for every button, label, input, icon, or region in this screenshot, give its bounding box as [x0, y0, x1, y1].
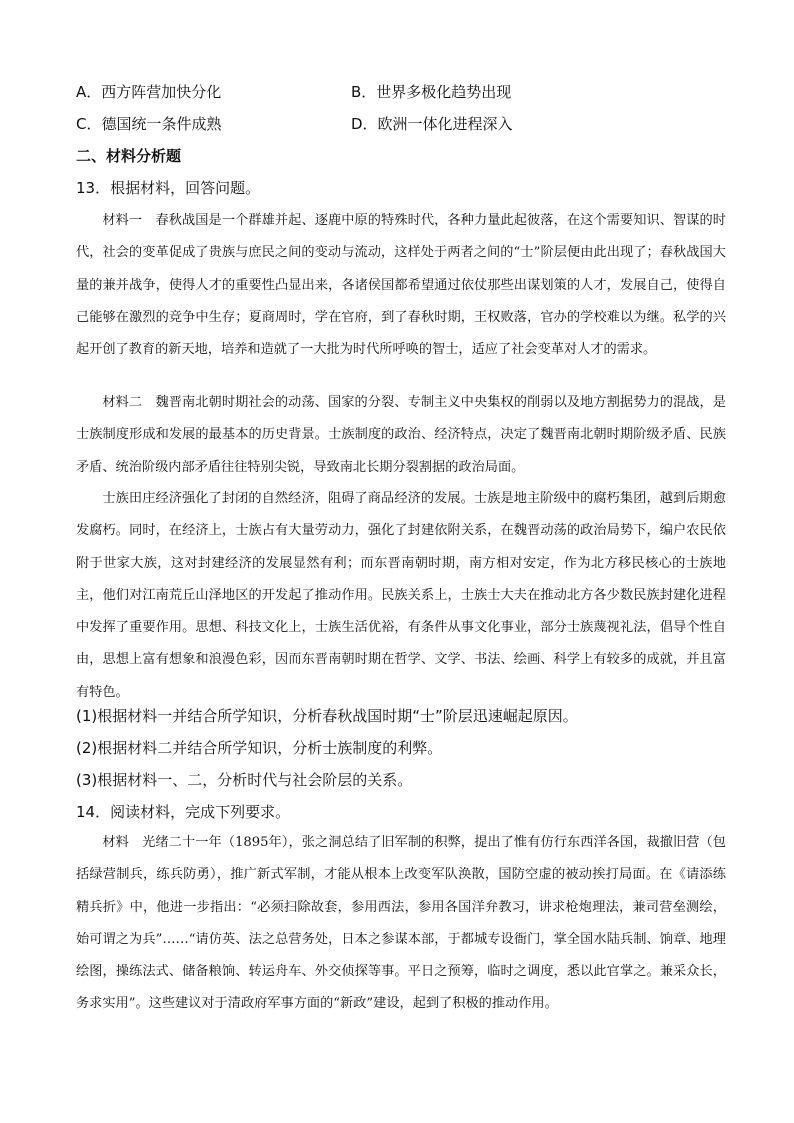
- question-13-material-2-continued: 士族田庄经济强化了封闭的自然经济，阻碍了商品经济的发展。士族是地主阶级中的腐朽集团，越到后期愈发腐朽。同时，在经济上，士族占有大量劳动力，强化了封建依附关系，在魏晋动荡的政治局势下，编户农民依附于世家大族，这对封建经济的发展显然有利；而东晋南朝时期，南方相对安定，作为北方移民核心的士族地主，他们对江南荒丘山泽地区的开发起了推动作用。民族关系上，士族士大夫在推动北方各少数民族封建化进程中发挥了重要作用。思想、科技文化上，士族生活优裕，有条件从事文化事业，部分士族蔑视礼法，倡导个性自由，思想上富有想象和浪漫色彩，因而东晋南朝时期在哲学、文学、书法、绘画、科学上有较多的成就，并且富有特色。: [76, 491, 726, 700]
- option-c[interactable]: C．德国统一条件成熟: [76, 115, 222, 133]
- question-13-material-1: 材料一 春秋战国是一个群雄并起、逐鹿中原的特殊时代，各种力量此起彼落，在这个需要知识、智谋的时代，社会的变革促成了贵族与庶民之间的变动与流动，这样处于两者之间的“士”阶层便由此出现了；春秋战国大量的兼并战争，使得人才的重要性凸显出来，各诸侯国都希望通过依仗那些出谋划策的人才，发展自己，使得自己能够在激烈的竞争中生存；夏商周时，学在官府，到了春秋时期，王权败落，官办的学校难以为继。私学的兴起开创了教育的新天地，培养和造就了一大批为时代所呼唤的智士，适应了社会变革对人才的需求。: [76, 213, 726, 358]
- question-13-material-2: 材料二 魏晋南北朝时期社会的动荡、国家的分裂、专制主义中央集权的削弱以及地方割据势力的混战，是士族制度形成和发展的最基本的历史背景。士族制度的政治、经济特点，决定了魏晋南北朝时期阶级矛盾、民族矛盾、统治阶级内部矛盾往往特别尖锐，导致南北长期分裂割据的政治局面。: [76, 395, 726, 475]
- section-title: 二、材料分析题: [76, 147, 182, 165]
- question-13-subquestion-3: (3)根据材料一、二，分析时代与社会阶层的关系。: [76, 771, 413, 789]
- option-b[interactable]: B．世界多极化趋势出现: [351, 83, 512, 101]
- question-14-stem: 14．阅读材料，完成下列要求。: [76, 803, 291, 821]
- question-13-subquestion-2: (2)根据材料二并结合所学知识，分析士族制度的利弊。: [76, 739, 443, 757]
- question-13-subquestion-1: (1)根据材料一并结合所学知识，分析春秋战国时期“士”阶层迅速崛起原因。: [76, 707, 578, 725]
- question-14-material: 材料 光绪二十一年（1895年），张之洞总结了旧军制的积弊，提出了惟有仿行东西洋各国，裁撤旧营（包括绿营制兵，练兵防勇），推广新式军制，才能从根本上改变军队涣散，国防空虚的被动挨打局面。在《请添练精兵折》中，他进一步指出：“必须扫除故套，参用西法，参用各国洋弁教习，讲求枪炮理法，兼司营垒测绘，始可谓之为兵”……“请仿英、法之总营务处，日本之参谋本部，于都城专设衙门，掌全国水陆兵制、饷章、地理绘图，操练法式、储备粮饷、转运舟车、外交侦探等事。平日之预筹，临时之调度，悉以此官掌之。兼采众长，务求实用”。这些建议对于清政府军事方面的“新政”建设，起到了积极的推动作用。: [76, 835, 726, 1012]
- option-a[interactable]: A．西方阵营加快分化: [76, 83, 222, 101]
- question-13-stem: 13．根据材料，回答问题。: [76, 179, 261, 197]
- option-d[interactable]: D．欧洲一体化进程深入: [351, 115, 513, 133]
